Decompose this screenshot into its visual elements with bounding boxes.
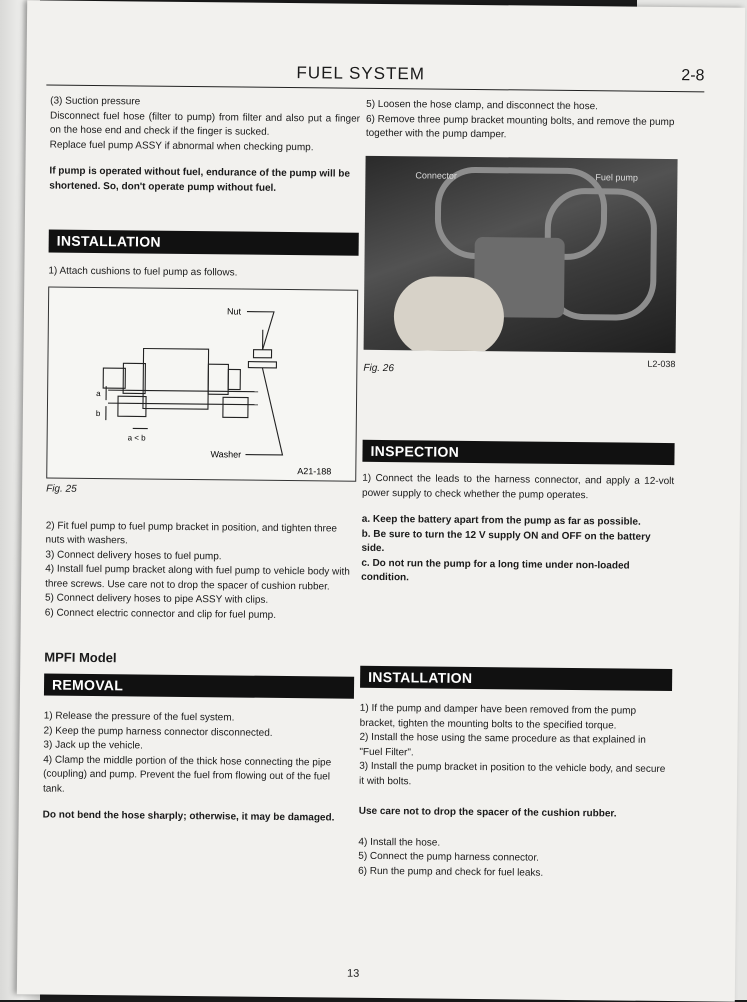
removal-warning: Do not bend the hose sharply; otherwise, it may be damaged. [43,808,353,826]
mpfi-heading: MPFI Model [44,650,354,668]
figure-code: L2-038 [647,356,675,371]
list-item: 4) Clamp the middle portion of the thick hose connecting the pipe (coupling) and pump. Prevent the fuel from flowing out of the fuel tank. [43,753,353,800]
figure-26-caption-row [363,353,675,378]
installation-heading: INSTALLATION [49,230,359,256]
list-item: 2) Install the hose using the same procedure as that explained in "Fuel Filter". [359,731,671,763]
list-item: 5) Connect the pump harness connector. [358,850,670,868]
list-item: 3) Jack up the vehicle. [43,738,353,756]
list-item: 3) Install the pump bracket in position to the vehicle body, and secure it with bolts. [359,760,671,792]
list-item: 6) Connect electric connector and clip for fuel pump. [45,606,355,624]
suction-heading: (3) Suction pressure [50,95,360,113]
list-item: 4) Install the hose. [358,835,670,853]
page-header [46,60,704,92]
install-steps-end [358,835,670,882]
list-item: 4) Install fuel pump bracket along with fuel pump to vehicle body with three screws. Use care not to drop the spacer of cushion rubber. [45,562,355,594]
suction-replace: Replace fuel pump ASSY if abnormal when checking pump. [50,138,360,156]
install-steps [45,519,356,624]
removal-steps [43,709,354,799]
list-item: 2) Keep the pump harness connector disconnected. [43,724,353,742]
dimension-a-label: a [96,389,101,398]
list-item: 2) Fit fuel pump to fuel pump bracket in position, and tighten three nuts with washers. [45,519,355,551]
washer-label: Washer [210,449,241,459]
fuel-pump-label: Fuel pump [595,170,638,185]
left-column [43,95,361,827]
figure-25-caption: Fig. 25 [46,482,356,500]
list-item: 5) Loosen the hose clamp, and disconnect the hose. [366,98,678,116]
suction-text: Disconnect fuel hose (filter to pump) from filter and also put a finger on the hose end and check if the finger is sucked. [50,109,360,141]
list-item: 6) Remove three pump bracket mounting bolts, and remove the pump together with the pump damper. [366,112,678,144]
dimension-b-label: b [96,409,101,418]
nut-label: Nut [227,306,242,316]
hand-shape [394,276,505,353]
install-warning: Use care not to drop the spacer of the cushion rubber. [359,805,671,823]
section-title: FUEL SYSTEM [296,63,425,84]
install-steps-right [359,702,672,792]
section-number: 2-8 [681,67,704,85]
inspection-heading: INSPECTION [362,439,674,465]
removal-steps-continued [366,98,678,145]
list-item: c. Do not run the pump for a long time under non-loaded condition. [361,556,673,588]
cushion-diagram [47,288,355,481]
removal-heading: REMOVAL [44,673,354,699]
connector-label: Connector [415,168,457,183]
manual-page [17,0,745,1001]
dimension-relation-label: a < b [128,433,147,442]
list-item: 5) Connect delivery hoses to pipe ASSY with clips. [45,591,355,609]
list-item: a. Keep the battery apart from the pump as far as possible. [362,513,674,531]
list-item: b. Be sure to turn the 12 V supply ON and OFF on the battery side. [361,527,673,559]
installation-heading-right: INSTALLATION [360,665,672,691]
right-column [358,98,678,882]
page-number: 13 [347,968,359,980]
no-fuel-warning: If pump is operated without fuel, endurance of the pump will be shortened. So, don't operate pump without fuel. [49,165,359,197]
list-item: 6) Run the pump and check for fuel leaks. [358,864,670,882]
figure-26-caption: Fig. 26 [363,361,394,376]
inspection-text: 1) Connect the leads to the harness connector, and apply a 12-volt power supply to check whether the pump operates. [362,472,674,504]
list-item: 3) Connect delivery hoses to fuel pump. [45,548,355,566]
install-intro: 1) Attach cushions to fuel pump as follows. [48,264,358,282]
figure-25 [46,287,358,482]
list-item: 1) If the pump and damper have been removed from the pump bracket, tighten the mounting bolts to the specified torque. [360,702,672,734]
inspection-notes [361,513,674,589]
figure-26-photo [364,155,678,352]
figure-code: A21-188 [297,466,331,476]
list-item: 1) Release the pressure of the fuel system. [44,709,354,727]
